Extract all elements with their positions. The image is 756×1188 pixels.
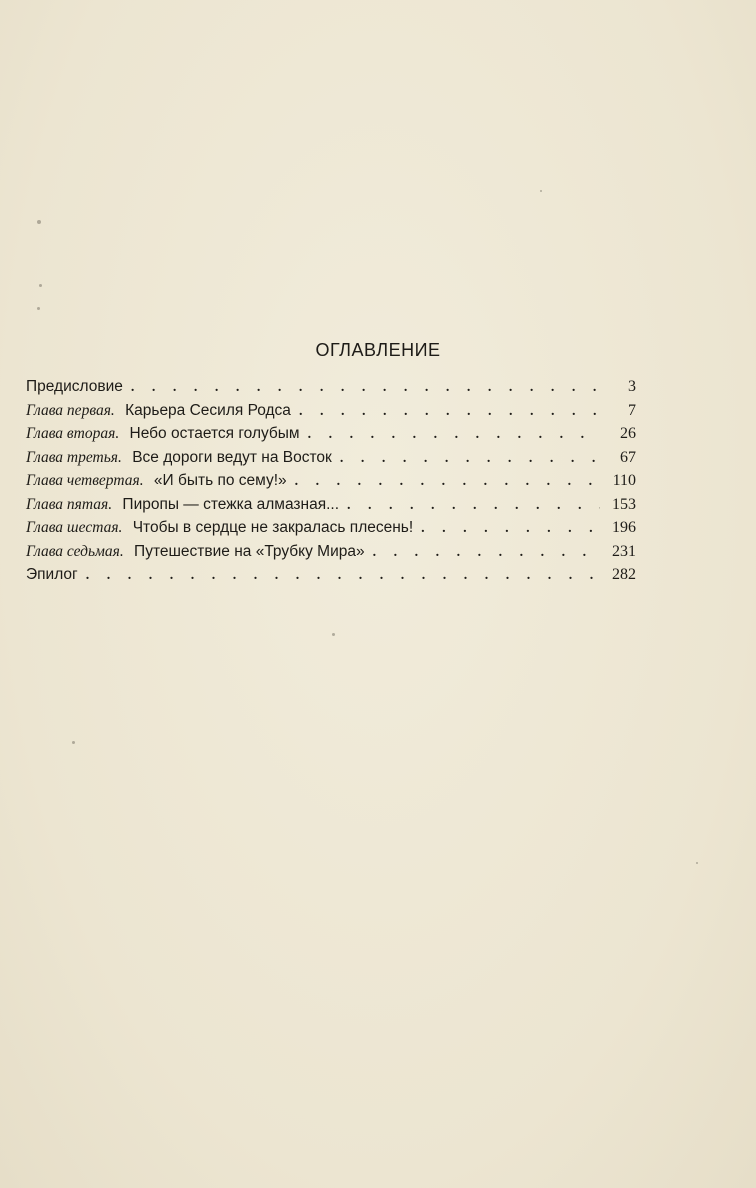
- toc-entry-page: 26: [620, 425, 636, 442]
- paper-speck: [39, 284, 42, 287]
- toc-entry-label: [26, 519, 413, 537]
- toc-entry-prefix: Глава первая.: [26, 401, 115, 419]
- toc-entry-chapter-4[interactable]: [26, 472, 636, 496]
- toc-entry-title: Карьера Сесиля Родса: [125, 401, 291, 419]
- toc-entry-chapter-3[interactable]: [26, 449, 636, 473]
- table-of-contents: [26, 378, 636, 590]
- toc-entry-chapter-5[interactable]: [26, 496, 636, 520]
- toc-entry-label: [26, 496, 339, 514]
- toc-entry-prefix: Глава вторая.: [26, 425, 120, 442]
- toc-entry-chapter-6[interactable]: [26, 519, 636, 543]
- toc-entry-page: 67: [620, 448, 636, 466]
- toc-entry-title: Все дороги ведут на Восток: [132, 448, 332, 466]
- toc-entry-prefix: Глава шестая.: [26, 519, 123, 536]
- toc-entry-prefix: Глава четвертая.: [26, 472, 144, 489]
- dot-leader: [86, 568, 600, 584]
- toc-entry-page: 110: [612, 472, 636, 489]
- paper-speck: [540, 190, 542, 192]
- dot-leader: [299, 404, 600, 420]
- toc-entry-page: 231: [612, 542, 636, 560]
- toc-entry-preface[interactable]: [26, 378, 636, 402]
- toc-entry-prefix: Глава седьмая.: [26, 542, 124, 560]
- dot-leader: [347, 498, 600, 514]
- toc-entry-page: 282: [612, 566, 636, 583]
- toc-entry-page: 3: [628, 378, 636, 395]
- toc-entry-title: Путешествие на «Трубку Мира»: [134, 542, 365, 560]
- toc-entry-title: «И быть по сему!»: [153, 472, 287, 489]
- toc-entry-label: [26, 449, 332, 467]
- toc-entry-page: 7: [628, 401, 636, 419]
- toc-entry-prefix: Глава третья.: [26, 448, 122, 466]
- toc-entry-label: [26, 378, 123, 396]
- dot-leader: [131, 380, 600, 396]
- dot-leader: [295, 474, 600, 490]
- paper-speck: [37, 307, 40, 310]
- toc-entry-epilogue[interactable]: [26, 566, 636, 590]
- toc-entry-prefix: Глава пятая.: [26, 495, 113, 513]
- paper-speck: [696, 862, 698, 864]
- toc-entry-title: Эпилог: [26, 566, 78, 583]
- toc-entry-page: 153: [612, 495, 636, 513]
- paper-speck: [72, 741, 75, 744]
- toc-entry-label: [26, 472, 287, 490]
- paper-speck: [37, 220, 41, 224]
- dot-leader: [340, 451, 600, 467]
- toc-entry-label: [26, 425, 300, 443]
- toc-entry-chapter-7[interactable]: [26, 543, 636, 567]
- toc-entry-label: [26, 543, 365, 561]
- toc-entry-title: Чтобы в сердце не закралась плесень!: [132, 519, 414, 536]
- toc-entry-chapter-2[interactable]: [26, 425, 636, 449]
- toc-entry-chapter-1[interactable]: [26, 402, 636, 426]
- toc-entry-label: [26, 402, 291, 420]
- page-title: ОГЛАВЛЕНИЕ: [315, 340, 441, 360]
- toc-entry-title: Пиропы — стежка алмазная...: [122, 495, 340, 513]
- toc-entry-page: 196: [612, 519, 636, 536]
- paper-speck: [332, 633, 335, 636]
- toc-entry-title: Предисловие: [26, 378, 123, 395]
- toc-entry-label: [26, 566, 78, 584]
- dot-leader: [308, 427, 600, 443]
- dot-leader: [373, 545, 600, 561]
- dot-leader: [421, 521, 600, 537]
- toc-entry-title: Небо остается голубым: [129, 425, 300, 442]
